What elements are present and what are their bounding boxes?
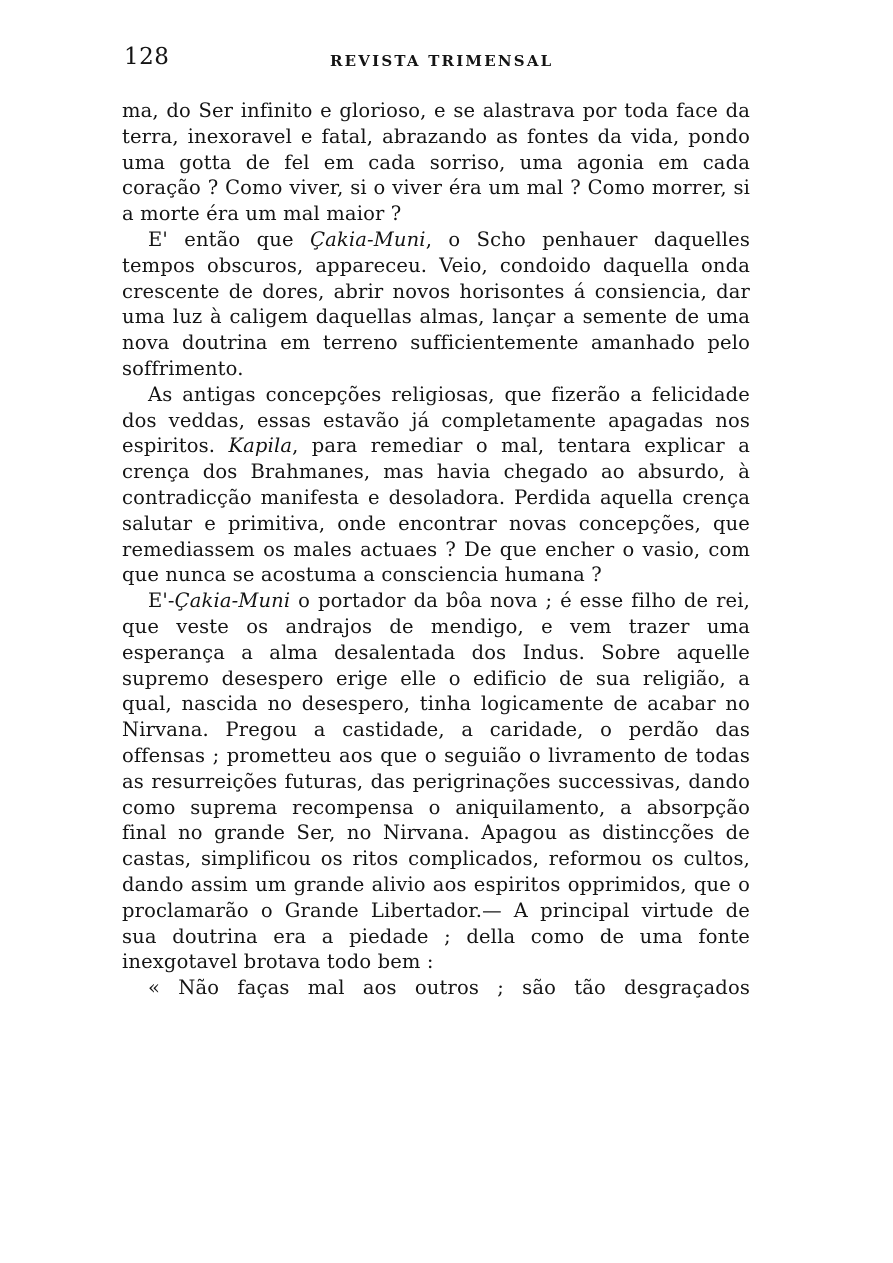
paragraph-2-text-b: , o Scho penhauer daquelles tempos obscuros, appareceu. Veio, condoido daquella onda crescente de dores, abrir novos horisontes á consiencia, dar uma luz à caligem daquellas almas, lançar a semente de uma nova doutrina em terreno sufficientemente amanhado pelo soffrimento. [122,227,750,380]
paragraph-3-text-a: As antigas concepções religiosas, que fizerão a felicidade dos veddas, essas estavão já completamente apagadas nos espiritos. [122,382,750,458]
paragraph-2 [122,227,750,382]
name-cakia-muni: Çakia-Muni [174,589,291,613]
book-page [122,40,750,1001]
paragraph-3-text-b: , para remediar o mal, tentara explicar a crença dos Brahmanes, mas havia chegado ao absurdo, à contradicção manifesta e desoladora. Perdida aquella crença salutar e primitiva, onde encontrar novas concepções, que remediassem os males actuaes ? De que encher o vasio, com que nunca se acostuma a consciencia humana ? [122,434,750,587]
paragraph-4-text-b: o portador da bôa nova ; é esse filho de rei, que veste os andrajos de mendigo, e vem trazer uma esperança a alma desalentada dos Indus. Sobre aquelle supremo desespero erige elle o edificio de sua religião, a qual, nascida no desespero, tinha logicamente de acabar no Nirvana. Pregou a castidade, a caridade, o perdão das offensas ; prometteu aos que o seguião o livramento de todas as resurreições futuras, das perigrinações successivas, dando como suprema recompensa o aniquilamento, a absorpção final no grande Ser, no Nirvana. Apagou as distincções de castas, simplificou os ritos complicados, reformou os cultos, dando assim um grande alivio aos espiritos opprimidos, que o proclamarão o Grande Libertador.— A principal virtude de sua doutrina era a piedade ; della como de uma fonte inexgotavel brotava todo bem : [122,589,750,974]
paragraph-5-text: « Não faças mal aos outros ; são tão desgraçados [148,976,750,1000]
name-kapila: Kapila [228,434,293,458]
running-head [122,40,750,80]
paragraph-4-text-a: E'- [148,589,175,613]
body-text [122,98,750,1001]
paragraph-4 [122,588,750,975]
paragraph-1 [122,98,750,227]
journal-title: REVISTA TRIMENSAL [330,52,554,70]
paragraph-1-text: ma, do Ser infinito e glorioso, e se alastrava por toda face da terra, inexoravel e fatal, abrazando as fontes da vida, pondo uma gotta de fel em cada sorriso, uma agonia em cada coração ? Como viver, si o viver éra um mal ? Como morrer, si a morte éra um mal maior ? [122,99,750,226]
name-cakia-muni: Çakia-Muni [310,227,426,251]
paragraph-3 [122,382,750,588]
paragraph-5 [122,975,750,1001]
page-number: 128 [124,44,170,70]
paragraph-2-text-a: E' então que [148,227,311,251]
